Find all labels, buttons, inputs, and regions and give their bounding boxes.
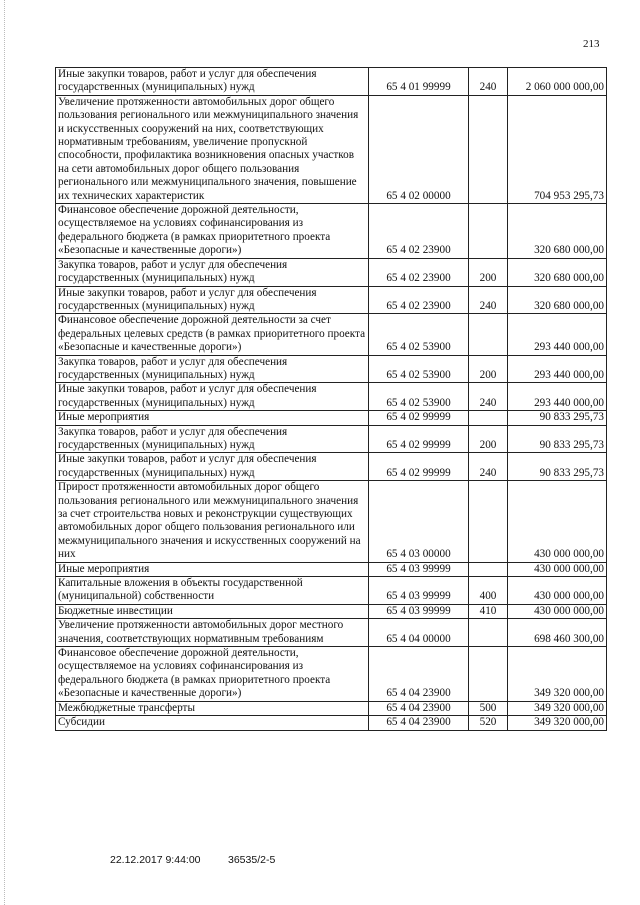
table-row: [56, 355, 607, 383]
table-row: [56, 95, 607, 203]
row-target-code: 65 4 02 53900: [369, 355, 469, 383]
table-row: [56, 258, 607, 286]
row-expense-type: 200: [469, 355, 508, 383]
row-target-code: 65 4 02 23900: [369, 286, 469, 314]
row-target-code: 65 4 02 53900: [369, 314, 469, 355]
row-expense-type: [469, 481, 508, 562]
row-amount: 90 833 295,73: [508, 425, 607, 453]
row-expense-type: [469, 314, 508, 355]
row-description: Прирост протяженности автомобильных дорог общего пользования регионального или межмуниципального значения за счет строительства новых и реконструкции существующих автомобильных дорог общего пользования регионального или межмуниципального значения и искусственных сооружений на них: [56, 481, 369, 562]
row-amount: 349 320 000,00: [508, 716, 607, 730]
table-row: [56, 425, 607, 453]
row-target-code: 65 4 04 23900: [369, 701, 469, 715]
row-expense-type: [469, 562, 508, 576]
row-target-code: 65 4 03 00000: [369, 481, 469, 562]
budget-table-body: [56, 68, 607, 731]
row-expense-type: [469, 95, 508, 203]
row-target-code: 65 4 01 99999: [369, 68, 469, 96]
footer-doc-id: 36535/2-5: [228, 854, 276, 866]
row-expense-type: [469, 647, 508, 702]
row-amount: 320 680 000,00: [508, 286, 607, 314]
row-description: Финансовое обеспечение дорожной деятельности за счет федеральных целевых средств (в рамках приоритетного проекта «Безопасные и качественные дороги»): [56, 314, 369, 355]
row-target-code: 65 4 04 23900: [369, 647, 469, 702]
row-description: Иные закупки товаров, работ и услуг для обеспечения государственных (муниципальных) нужд: [56, 68, 369, 96]
row-amount: 320 680 000,00: [508, 204, 607, 259]
table-row: [56, 716, 607, 730]
row-amount: 349 320 000,00: [508, 647, 607, 702]
row-description: Закупка товаров, работ и услуг для обеспечения государственных (муниципальных) нужд: [56, 258, 369, 286]
row-amount: 704 953 295,73: [508, 95, 607, 203]
row-amount: 430 000 000,00: [508, 562, 607, 576]
row-target-code: 65 4 04 23900: [369, 716, 469, 730]
table-row: [56, 411, 607, 425]
row-description: Увеличение протяженности автомобильных дорог местного значения, соответствующих нормативным требованиям: [56, 619, 369, 647]
row-amount: 698 460 300,00: [508, 619, 607, 647]
row-description: Закупка товаров, работ и услуг для обеспечения государственных (муниципальных) нужд: [56, 425, 369, 453]
row-target-code: 65 4 03 99999: [369, 577, 469, 605]
table-row: [56, 453, 607, 481]
row-target-code: 65 4 02 53900: [369, 383, 469, 411]
row-target-code: 65 4 02 99999: [369, 425, 469, 453]
row-amount: 90 833 295,73: [508, 453, 607, 481]
row-description: Иные закупки товаров, работ и услуг для обеспечения государственных (муниципальных) нужд: [56, 286, 369, 314]
row-expense-type: 410: [469, 604, 508, 618]
row-expense-type: [469, 619, 508, 647]
row-target-code: 65 4 02 99999: [369, 411, 469, 425]
row-description: Межбюджетные трансферты: [56, 701, 369, 715]
row-description: Бюджетные инвестиции: [56, 604, 369, 618]
row-expense-type: 520: [469, 716, 508, 730]
row-expense-type: [469, 411, 508, 425]
row-description: Иные закупки товаров, работ и услуг для обеспечения государственных (муниципальных) нужд: [56, 383, 369, 411]
row-description: Иные закупки товаров, работ и услуг для обеспечения государственных (муниципальных) нужд: [56, 453, 369, 481]
table-row: [56, 314, 607, 355]
row-expense-type: 240: [469, 383, 508, 411]
budget-table: [55, 67, 607, 731]
table-row: [56, 647, 607, 702]
row-target-code: 65 4 04 00000: [369, 619, 469, 647]
row-description: Иные мероприятия: [56, 411, 369, 425]
row-description: Финансовое обеспечение дорожной деятельности, осуществляемое на условиях софинансирования из федерального бюджета (в рамках приоритетного проекта «Безопасные и качественные дороги»): [56, 647, 369, 702]
row-description: Иные мероприятия: [56, 562, 369, 576]
row-amount: 2 060 000 000,00: [508, 68, 607, 96]
row-target-code: 65 4 03 99999: [369, 604, 469, 618]
row-description: Капитальные вложения в объекты государственной (муниципальной) собственности: [56, 577, 369, 605]
scan-margin-line: [4, 0, 6, 905]
table-row: [56, 619, 607, 647]
table-row: [56, 562, 607, 576]
row-amount: 430 000 000,00: [508, 604, 607, 618]
row-amount: 293 440 000,00: [508, 383, 607, 411]
row-amount: 430 000 000,00: [508, 577, 607, 605]
row-target-code: 65 4 02 99999: [369, 453, 469, 481]
row-description: Увеличение протяженности автомобильных дорог общего пользования регионального или межмуниципального значения и искусственных сооружений на них, соответствующих нормативным требованиям, увеличение пропускной способности, профилактика возникновения опасных участков на сети автомобильных дорог общего пользования регионального или межмуниципального значения, повышение их технических характеристик: [56, 95, 369, 203]
row-amount: 293 440 000,00: [508, 355, 607, 383]
row-amount: 349 320 000,00: [508, 701, 607, 715]
row-expense-type: 500: [469, 701, 508, 715]
table-row: [56, 204, 607, 259]
row-amount: 320 680 000,00: [508, 258, 607, 286]
row-description: Финансовое обеспечение дорожной деятельности, осуществляемое на условиях софинансирования из федерального бюджета (в рамках приоритетного проекта «Безопасные и качественные дороги»): [56, 204, 369, 259]
row-target-code: 65 4 02 23900: [369, 258, 469, 286]
row-expense-type: [469, 204, 508, 259]
row-amount: 430 000 000,00: [508, 481, 607, 562]
row-target-code: 65 4 02 00000: [369, 95, 469, 203]
row-expense-type: 240: [469, 286, 508, 314]
row-expense-type: 240: [469, 453, 508, 481]
row-description: Закупка товаров, работ и услуг для обеспечения государственных (муниципальных) нужд: [56, 355, 369, 383]
row-target-code: 65 4 03 99999: [369, 562, 469, 576]
row-description: Субсидии: [56, 716, 369, 730]
row-expense-type: 200: [469, 258, 508, 286]
table-row: [56, 68, 607, 96]
row-expense-type: 240: [469, 68, 508, 96]
row-target-code: 65 4 02 23900: [369, 204, 469, 259]
footer-datetime: 22.12.2017 9:44:00: [110, 854, 201, 866]
row-expense-type: 400: [469, 577, 508, 605]
table-row: [56, 604, 607, 618]
table-row: [56, 577, 607, 605]
table-row: [56, 383, 607, 411]
table-row: [56, 481, 607, 562]
row-amount: 90 833 295,73: [508, 411, 607, 425]
row-expense-type: 200: [469, 425, 508, 453]
row-amount: 293 440 000,00: [508, 314, 607, 355]
table-row: [56, 286, 607, 314]
page-number: 213: [583, 38, 600, 50]
table-row: [56, 701, 607, 715]
